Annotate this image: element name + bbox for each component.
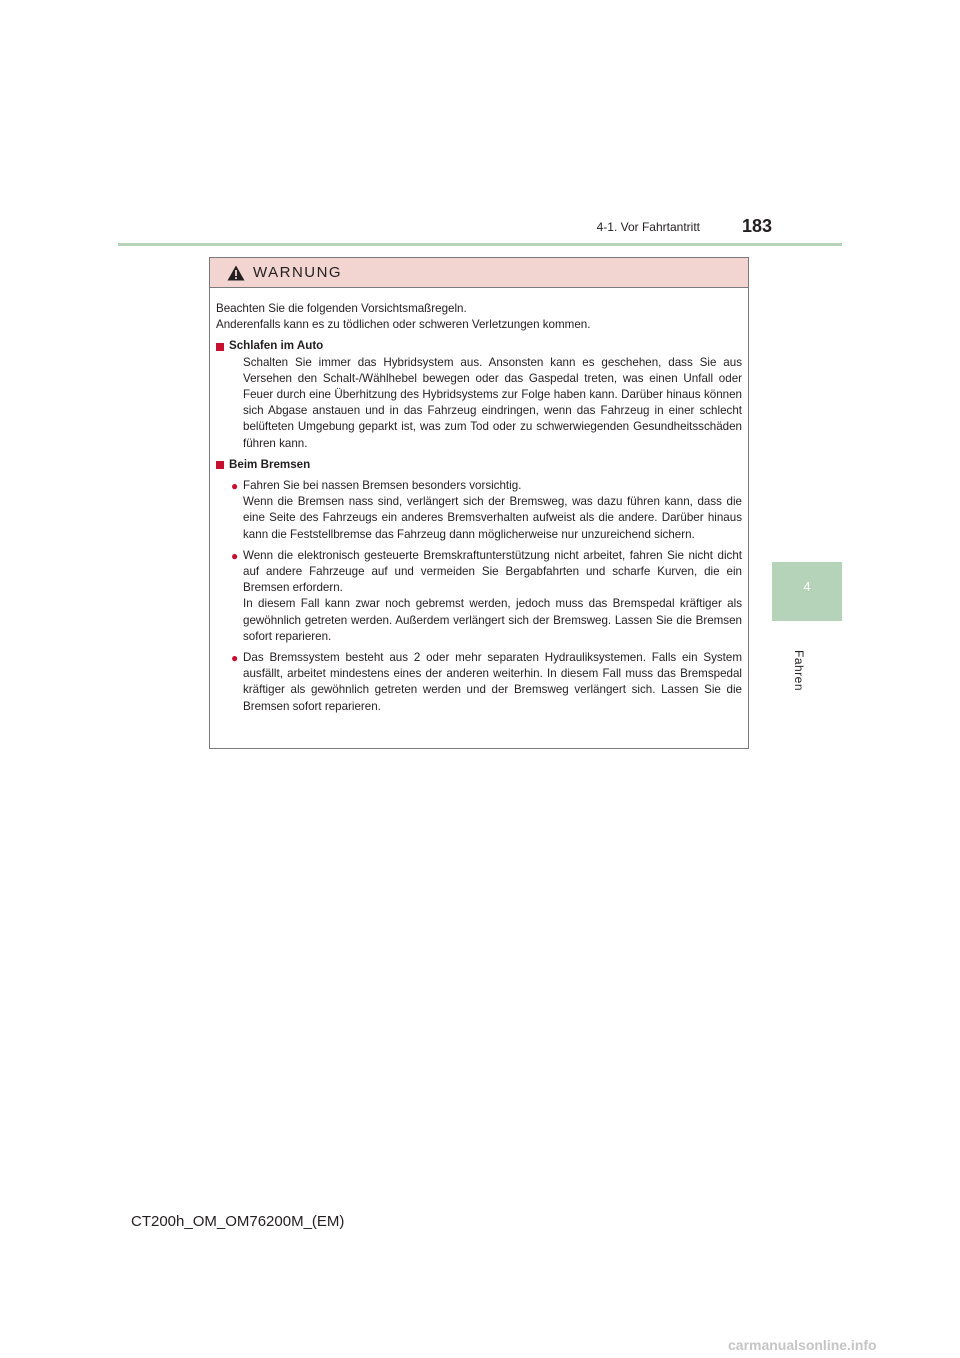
watermark[interactable]: carmanualsonline.info — [728, 1337, 877, 1353]
bullet-text — [243, 548, 742, 645]
bullet-text — [243, 478, 742, 543]
bullet-line: Fahren Sie bei nassen Bremsen besonders vorsichtig. — [243, 479, 522, 493]
warning-body — [210, 288, 748, 715]
section-text-sleeping: Schalten Sie immer das Hybridsystem aus. Ansonsten kann es geschehen, dass Sie aus Versehen den Schalt-/Wählhebel bewegen oder das Gaspedal treten, was einen Unfall oder Feuer durch eine Überhitzung des Hybridsystems zur Folge haben kann. Darüber hinaus können sich Abgase anstauen und in das Fahrzeug eindringen, wenn das Fahrzeug in einer schlecht belüfteten Umgebung geparkt ist, was zum Tod oder zu schwerwiegenden Gesundheitsschäden führen kann. — [243, 355, 742, 450]
list-item — [231, 478, 742, 543]
section-title: 4-1. Vor Fahrtantritt — [596, 220, 700, 234]
section-heading-text: Schlafen im Auto — [229, 339, 324, 353]
chapter-label: Fahren — [792, 650, 806, 692]
bullet-text — [243, 650, 742, 715]
bullet-line: In diesem Fall kann zwar noch gebremst werden, jedoch muss das Bremspedal kräftiger als gewöhnlich getreten werden. Außerdem verlängert sich der Bremsweg. Lassen Sie die Bremsen sofort reparieren. — [243, 597, 742, 643]
intro-line: Anderenfalls kann es zu tödlichen oder schweren Verletzungen kommen. — [216, 318, 591, 332]
circle-bullet-icon: ● — [231, 548, 239, 563]
warning-triangle-icon — [227, 265, 245, 281]
section-heading-sleeping — [216, 338, 742, 354]
warning-header — [210, 258, 748, 288]
circle-bullet-icon: ● — [231, 651, 239, 666]
warning-title: WARNUNG — [253, 264, 343, 281]
header-divider — [118, 243, 842, 246]
square-bullet-icon — [216, 461, 224, 469]
intro-line: Beachten Sie die folgenden Vorsichtsmaßregeln. — [216, 302, 467, 315]
warning-box — [209, 257, 749, 749]
page-number: 183 — [742, 216, 773, 236]
document-code: CT200h_OM_OM76200M_(EM) — [131, 1213, 345, 1230]
chapter-number: 4 — [803, 579, 811, 594]
circle-bullet-icon: ● — [231, 479, 239, 494]
bullet-line: Das Bremssystem besteht aus 2 oder mehr separaten Hydrauliksystemen. Falls ein System ausfällt, arbeitet mindestens eines der anderen weiterhin. In diesem Fall muss das Bremspedal kräftiger als gewöhnlich getreten werden und der Bremsweg verlängert sich. Lassen Sie die Bremsen sofort reparieren. — [243, 651, 742, 713]
section-heading-braking — [216, 457, 742, 473]
section-heading-text: Beim Bremsen — [229, 457, 311, 471]
bullet-line: Wenn die Bremsen nass sind, verlängert sich der Bremsweg, was dazu führen kann, dass die eine Seite des Fahrzeugs ein anderes Bremsverhalten aufweist als die andere. Darüber hinaus kann die Feststellbremse das Fahrzeug dann möglicherweise nur unzureichend sichern. — [243, 495, 742, 541]
list-item — [231, 548, 742, 645]
bullet-line: Wenn die elektronisch gesteuerte Bremskraftunterstützung nicht arbeitet, fahren Sie nicht dicht auf andere Fahrzeuge auf und vermeiden Sie Bergabfahrten und scharfe Kurven, die ein Bremsen erfordern. — [243, 548, 742, 595]
chapter-tab — [772, 562, 842, 621]
list-item — [231, 650, 742, 715]
square-bullet-icon — [216, 343, 224, 351]
